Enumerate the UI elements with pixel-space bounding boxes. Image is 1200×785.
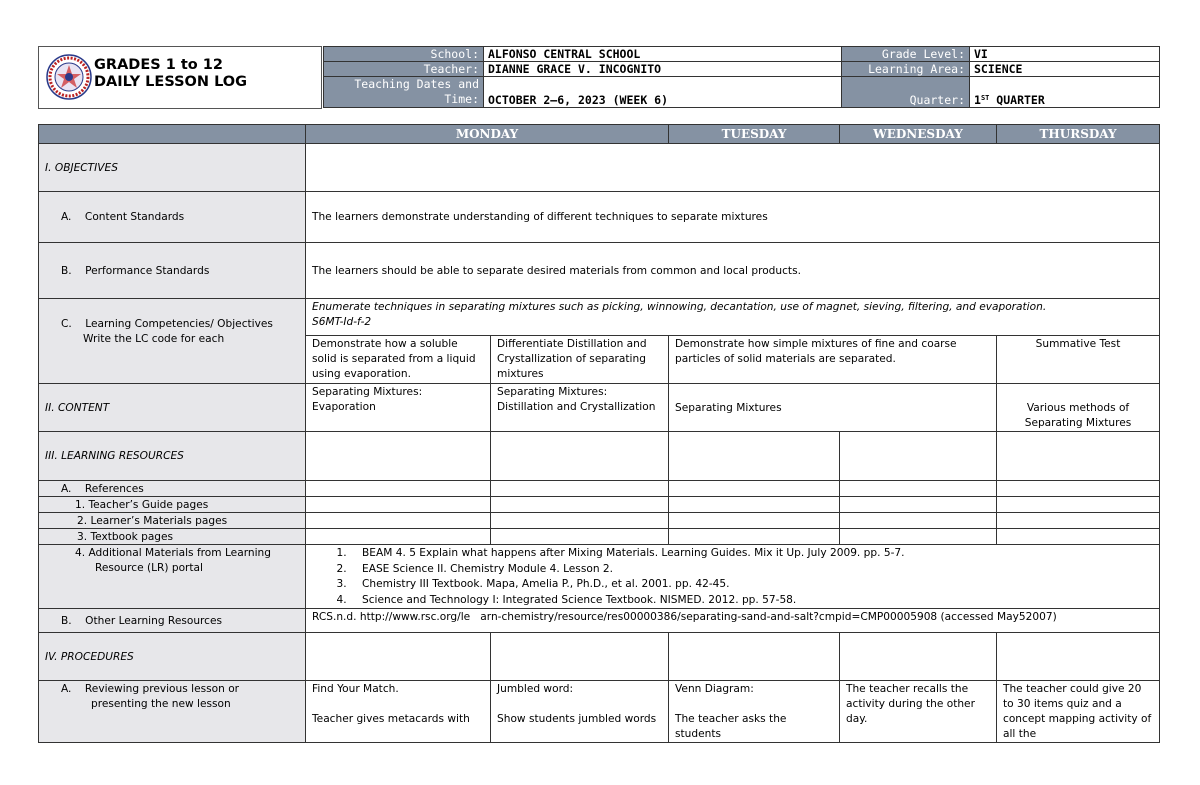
tb-thursday <box>840 529 997 545</box>
document-title <box>94 57 247 91</box>
teaching-dates-label-1: Teaching Dates and <box>354 77 479 91</box>
review-label <box>39 681 306 743</box>
performance-standards-value: The learners should be able to separate desired materials from common and local products. <box>306 243 1160 299</box>
school-value: ALFONSO CENTRAL SCHOOL <box>484 47 842 62</box>
competencies-line-1 <box>61 317 299 332</box>
grade-level-label: Grade Level: <box>842 47 970 62</box>
title-line-1: GRADES 1 to 12 <box>94 57 223 73</box>
review-thursday: The teacher recalls the activity during the other day. <box>840 681 997 743</box>
references-wednesday <box>669 481 840 497</box>
review-monday-2: Teacher gives metacards with <box>312 713 470 726</box>
lm-wednesday <box>669 513 840 529</box>
content-monday-1: Separating Mixtures: <box>312 386 423 398</box>
day-thursday: THURSDAY <box>997 125 1160 144</box>
content-tuesday-2: Distillation and Crystallization <box>497 401 656 413</box>
content-monday <box>306 384 491 432</box>
additional-materials-list <box>306 545 1160 609</box>
tg-monday <box>306 497 491 513</box>
procedures-heading: IV. PROCEDURES <box>39 633 306 681</box>
content-standards-label <box>39 192 306 243</box>
competency-main: Enumerate techniques in separating mixtures such as picking, winnowing, decantation, use of magnet, sieving, filtering, and evaporation. <box>312 301 1047 313</box>
other-resources-label <box>39 609 306 633</box>
tg-wednesday <box>669 497 840 513</box>
objective-tuesday: Differentiate Distillation and Crystallization of separating mixtures <box>491 336 669 384</box>
title-line-2: DAILY LESSON LOG <box>94 74 248 90</box>
other-resources-text: Other Learning Resources <box>85 614 223 627</box>
day-wednesday: WEDNESDAY <box>840 125 997 144</box>
tg-pages-label: 1. Teacher’s Guide pages <box>39 497 306 513</box>
lm-friday <box>997 513 1160 529</box>
review-monday-1: Find Your Match. <box>312 683 399 696</box>
quarter-label: Quarter: <box>842 77 970 108</box>
quarter-value <box>970 77 1160 108</box>
other-resources-letter: B. <box>61 614 72 627</box>
references-monday <box>306 481 491 497</box>
teaching-dates-value: OCTOBER 2–6, 2023 (WEEK 6) <box>484 77 842 108</box>
tb-wednesday <box>669 529 840 545</box>
content-heading: II. CONTENT <box>39 384 306 432</box>
references-label <box>39 481 306 497</box>
additional-materials-ol <box>312 546 1153 608</box>
day-tuesday: TUESDAY <box>669 125 840 144</box>
review-tuesday-1: Jumbled word: <box>497 683 574 696</box>
objective-friday: Summative Test <box>997 336 1160 384</box>
review-line-1 <box>61 682 299 697</box>
review-letter: A. <box>61 683 72 696</box>
references-letter: A. <box>61 482 72 495</box>
day-monday: MONDAY <box>306 125 669 144</box>
tg-friday <box>997 497 1160 513</box>
content-standards-letter: A. <box>61 211 72 223</box>
quarter-rest: QUARTER <box>989 93 1045 107</box>
teaching-dates-label <box>324 77 484 108</box>
lm-pages-label: 2. Learner’s Materials pages <box>39 513 306 529</box>
references-tuesday <box>491 481 669 497</box>
tb-friday <box>997 529 1160 545</box>
resources-tuesday <box>491 432 669 481</box>
competencies-letter: C. <box>61 318 72 330</box>
lesson-log-body <box>38 143 1160 743</box>
additional-item: 2. EASE Science II. Chemistry Module 4. Lesson 2. <box>350 562 1153 578</box>
resources-friday <box>997 432 1160 481</box>
teaching-dates-label-2: Time: <box>444 92 479 106</box>
references-friday <box>997 481 1160 497</box>
competencies-label <box>39 299 306 384</box>
review-text-1: Reviewing previous lesson or <box>84 683 240 696</box>
review-tuesday <box>491 681 669 743</box>
additional-line-2: Resource (LR) portal <box>95 562 203 574</box>
additional-item: 4. Science and Technology I: Integrated Science Textbook. NISMED. 2012. pp. 57-58. <box>350 593 1153 609</box>
learning-area-label: Learning Area: <box>842 62 970 77</box>
performance-standards-text: Performance Standards <box>85 264 210 277</box>
competency-main-cell <box>306 299 1160 336</box>
performance-standards-label <box>39 243 306 299</box>
review-friday: The teacher could give 20 to 30 items quiz and a concept mapping activity of all the <box>997 681 1160 743</box>
review-tuesday-2: Show students jumbled words <box>497 713 657 726</box>
tb-tuesday <box>491 529 669 545</box>
header-info-table <box>323 46 1160 108</box>
quarter-num: 1 <box>974 93 981 107</box>
resources-thursday <box>840 432 997 481</box>
review-wednesday-1: Venn Diagram: <box>675 683 754 696</box>
additional-materials-label <box>39 545 306 609</box>
deped-seal-icon <box>46 50 92 104</box>
quarter-sup: ST <box>980 94 990 102</box>
references-text: References <box>84 482 144 495</box>
procedures-wednesday <box>669 633 840 681</box>
resources-wednesday <box>669 432 840 481</box>
content-monday-2: Evaporation <box>312 401 376 413</box>
review-wednesday <box>669 681 840 743</box>
competency-code: S6MT-Id-f-2 <box>312 316 372 328</box>
grade-level-value: VI <box>970 47 1160 62</box>
content-tuesday <box>491 384 669 432</box>
lm-thursday <box>840 513 997 529</box>
references-thursday <box>840 481 997 497</box>
content-standards-value: The learners demonstrate understanding of different techniques to separate mixtures <box>306 192 1160 243</box>
competencies-line-2: Write the LC code for each <box>83 333 225 345</box>
tg-thursday <box>840 497 997 513</box>
review-monday <box>306 681 491 743</box>
tb-monday <box>306 529 491 545</box>
procedures-tuesday <box>491 633 669 681</box>
additional-item: 3. Chemistry III Textbook. Mapa, Amelia P., Ph.D., et al. 2001. pp. 42-45. <box>350 577 1153 593</box>
other-resources-value: RCS.n.d. http://www.rsc.org/le arn-chemistry/resource/res00000386/separating-sand-and-salt?cmpid=CMP00005908 (accessed May52007) <box>306 609 1160 633</box>
procedures-friday <box>997 633 1160 681</box>
objectives-heading: I. OBJECTIVES <box>39 144 306 192</box>
performance-standards-letter: B. <box>61 264 72 277</box>
objective-wed-thu: Demonstrate how simple mixtures of fine and coarse particles of solid materials are separated. <box>669 336 997 384</box>
learning-area-value: SCIENCE <box>970 62 1160 77</box>
teacher-label: Teacher: <box>324 62 484 77</box>
review-wednesday-2: The teacher asks the students <box>675 713 787 741</box>
lm-monday <box>306 513 491 529</box>
tb-pages-label: 3. Textbook pages <box>39 529 306 545</box>
additional-line-1: 4. Additional Materials from Learning <box>75 547 271 559</box>
review-line-2: presenting the new lesson <box>91 698 231 711</box>
content-friday: Various methods of Separating Mixtures <box>997 384 1160 432</box>
corner-cell <box>39 125 306 144</box>
competencies-text-1: Learning Competencies/ Objectives <box>85 318 273 330</box>
procedures-monday <box>306 633 491 681</box>
objective-monday: Demonstrate how a soluble solid is separated from a liquid using evaporation. <box>306 336 491 384</box>
content-wed-thu: Separating Mixtures <box>669 384 997 432</box>
school-label: School: <box>324 47 484 62</box>
content-tuesday-1: Separating Mixtures: <box>497 386 608 398</box>
resources-heading: III. LEARNING RESOURCES <box>39 432 306 481</box>
tg-tuesday <box>491 497 669 513</box>
resources-monday <box>306 432 491 481</box>
content-standards-text: Content Standards <box>84 211 185 223</box>
lm-tuesday <box>491 513 669 529</box>
teacher-value: DIANNE GRACE V. INCOGNITO <box>484 62 842 77</box>
procedures-thursday <box>840 633 997 681</box>
objectives-cell <box>306 144 1160 192</box>
additional-item: 1. BEAM 4. 5 Explain what happens after Mixing Materials. Learning Guides. Mix it Up. July 2009. pp. 5-7. <box>350 546 1153 562</box>
lesson-log-table <box>38 124 1160 144</box>
